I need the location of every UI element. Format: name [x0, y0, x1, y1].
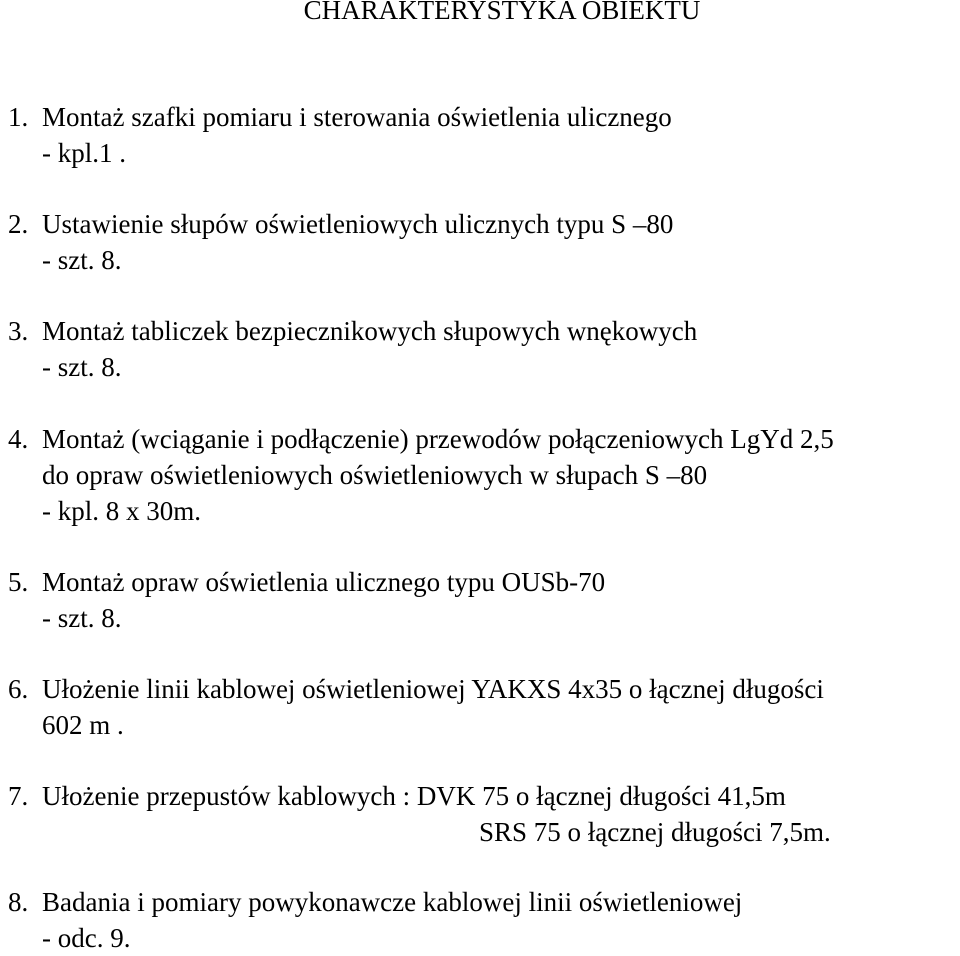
item-quantity: - szt. 8.	[42, 352, 122, 382]
list-item-4	[8, 421, 953, 529]
item-quantity: - kpl. 8 x 30m.	[42, 496, 201, 526]
list-item-2	[8, 206, 953, 278]
list-item-6	[8, 671, 953, 743]
item-quantity: - odc. 9.	[42, 923, 131, 953]
item-number: 5.	[8, 567, 29, 597]
item-number: 4.	[8, 424, 29, 454]
item-number: 2.	[8, 209, 29, 239]
item-text: Ułożenie linii kablowej oświetleniowej YAKXS 4x35 o łącznej długości	[42, 674, 824, 704]
item-text: Badania i pomiary powykonawcze kablowej linii oświetleniowej	[42, 887, 743, 917]
list-item-7	[8, 778, 953, 850]
list-item-5	[8, 564, 953, 636]
list-item-8	[8, 884, 953, 956]
item-number: 7.	[8, 781, 29, 811]
item-text: Montaż opraw oświetlenia ulicznego typu OUSb-70	[42, 567, 606, 597]
item-quantity: - szt. 8.	[42, 603, 122, 633]
document-title: CHARAKTERYSTYKA OBIEKTU	[303, 0, 701, 25]
item-text: Ustawienie słupów oświetleniowych ulicznych typu S –80	[42, 209, 674, 239]
item-quantity: - szt. 8.	[42, 245, 122, 275]
item-number: 1.	[8, 102, 29, 132]
item-continuation: do opraw oświetleniowych oświetleniowych w słupach S –80	[42, 460, 708, 490]
item-text: Montaż (wciąganie i podłączenie) przewodów połączeniowych LgYd 2,5	[42, 424, 834, 454]
item-quantity: 602 m .	[42, 710, 124, 740]
item-text: Ułożenie przepustów kablowych : DVK 75 o łącznej długości 41,5m	[42, 781, 786, 811]
item-number: 8.	[8, 887, 29, 917]
item-quantity: - kpl.1 .	[42, 138, 126, 168]
list-item-3	[8, 313, 953, 385]
item-text: Montaż tabliczek bezpiecznikowych słupowych wnękowych	[42, 316, 698, 346]
item-text: Montaż szafki pomiaru i sterowania oświetlenia ulicznego	[42, 102, 672, 132]
item-number: 6.	[8, 674, 29, 704]
item-continuation: SRS 75 o łącznej długości 7,5m.	[479, 817, 831, 847]
list-item-1	[8, 99, 953, 171]
item-number: 3.	[8, 316, 29, 346]
